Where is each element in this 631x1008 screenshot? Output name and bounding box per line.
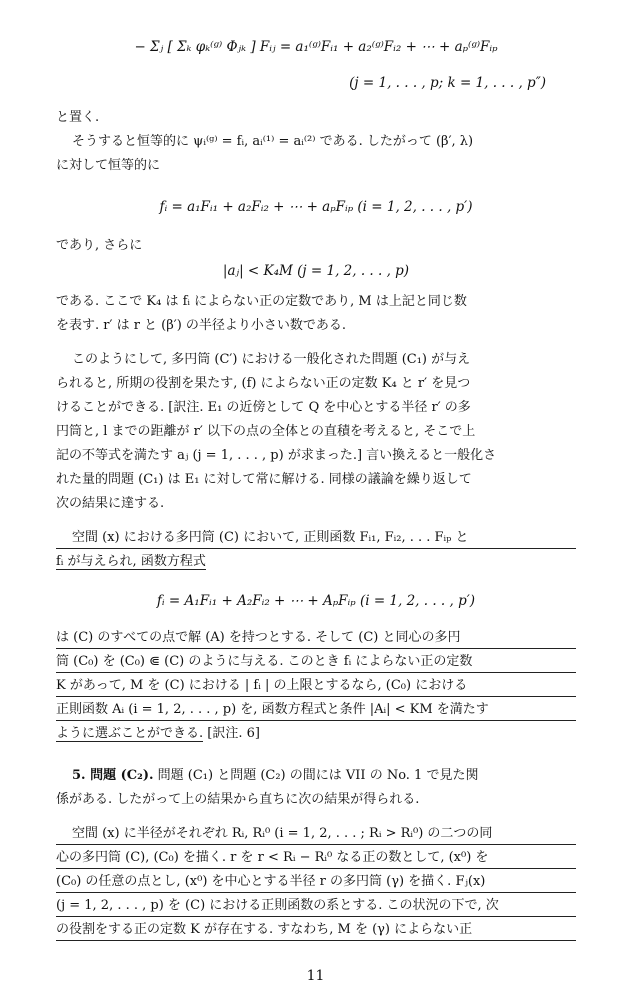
theorem-1-line: fᵢ が与えられ, 函数方程式 xyxy=(56,554,206,569)
text-line: そうすると恒等的に ψᵢ⁽ᵍ⁾ = fᵢ, aᵢ⁽¹⁾ = aᵢ⁽²⁾ である. したがって (β′, λ) xyxy=(72,134,474,149)
theorem-1-line: ように選ぶことができる. [訳注. 6] xyxy=(56,726,260,741)
text-line: けることができる. [訳注. E₁ の近傍として Q を中心とする半径 r′ の多 xyxy=(56,400,471,415)
equation-1: − Σⱼ [ Σₖ φₖ⁽ᵍ⁾ Φⱼₖ ] Fᵢⱼ = a₁⁽ᵍ⁾Fᵢ₁ + a₂⁽ᵍ⁾Fᵢ₂ + ⋯ + aₚ⁽ᵍ⁾Fᵢₚ xyxy=(134,39,498,55)
text-line: と置く. xyxy=(56,110,100,125)
text-line: であり, さらに xyxy=(56,238,143,253)
theorem-2-line: 心の多円筒 (C), (C₀) を描く. r を r < Rᵢ − Rᵢ⁰ なる正の数として, (x⁰) を xyxy=(56,848,576,869)
equation-4: fᵢ = A₁Fᵢ₁ + A₂Fᵢ₂ + ⋯ + AₚFᵢₚ (i = 1, 2, . . . , p′) xyxy=(156,593,476,609)
text-line: 係がある. したがって上の結果から直ちに次の結果が得られる. xyxy=(56,792,420,807)
theorem-1-line: は (C) のすべての点で解 (A) を持つとする. そして (C) と同心の多円 xyxy=(56,628,576,649)
text-line: このようにして, 多円筒 (C′) における一般化された問題 (C₁) が与え xyxy=(72,352,471,367)
theorem-2-line: (C₀) の任意の点とし, (x⁰) を中心とする半径 r の多円筒 (γ) を描く. Fⱼ(x) xyxy=(56,872,576,893)
text-line: である. ここで K₄ は fᵢ によらない正の定数であり, M は上記と同じ数 xyxy=(56,294,467,309)
text-line: れた量的問題 (C₁) は E₁ に対して常に解ける. 同様の議論を繰り返して xyxy=(56,472,472,487)
text-line: 次の結果に達する. xyxy=(56,496,165,511)
section-5-intro: 5. 問題 (C₂). 問題 (C₁) と問題 (C₂) の間には VII の No. 1 で見た関 xyxy=(72,768,479,783)
theorem-1-line: 筒 (C₀) を (C₀) ⋐ (C) のように与える. このとき fᵢ によらない正の定数 xyxy=(56,652,576,673)
text-line: 円筒と, l までの距離が r′ 以下の点の全体との直積を考えると, そこで上 xyxy=(56,424,476,439)
equation-2: fᵢ = a₁Fᵢ₁ + a₂Fᵢ₂ + ⋯ + aₚFᵢₚ (i = 1, 2, . . . , p′) xyxy=(159,199,473,215)
theorem-1-line: 空間 (x) における多円筒 (C) において, 正則函数 Fᵢ₁, Fᵢ₂, . . . Fᵢₚ と xyxy=(56,528,576,549)
translator-note: [訳注. 6] xyxy=(207,726,260,741)
text-line: を表す. r′ は r と (β′) の半径より小さい数である. xyxy=(56,318,347,333)
equation-1-condition: (j = 1, . . . , p; k = 1, . . . , p″) xyxy=(349,75,546,91)
text-line: られると, 所期の役割を果たす, (f) によらない正の定数 K₄ と r′ を見つ xyxy=(56,376,471,391)
theorem-2-line: 空間 (x) に半径がそれぞれ Rᵢ, Rᵢ⁰ (i = 1, 2, . . . ; Rᵢ > Rᵢ⁰) の二つの同 xyxy=(56,824,576,845)
equation-3: |aⱼ| < K₄M (j = 1, 2, . . . , p) xyxy=(222,263,410,279)
theorem-2-line: の役割をする正の定数 K が存在する. すなわち, M を (γ) によらない正 xyxy=(56,920,576,941)
theorem-1-line: K があって, M を (C) における | fᵢ | の上限とするなら, (C₀) における xyxy=(56,676,576,697)
text-line: に対して恒等的に xyxy=(56,158,161,173)
theorem-2-line: (j = 1, 2, . . . , p) を (C) における正則函数の系とする. この状況の下で, 次 xyxy=(56,896,576,917)
theorem-1-line: 正則函数 Aᵢ (i = 1, 2, . . . , p) を, 函数方程式と条件 |Aᵢ| < KM を満たす xyxy=(56,700,576,721)
page-number: 11 xyxy=(306,968,325,984)
text-line: 記の不等式を満たす aⱼ (j = 1, . . . , p) が求まった.] 言い換えると一般化さ xyxy=(56,448,497,463)
section-heading: 5. 問題 (C₂). xyxy=(72,768,154,783)
